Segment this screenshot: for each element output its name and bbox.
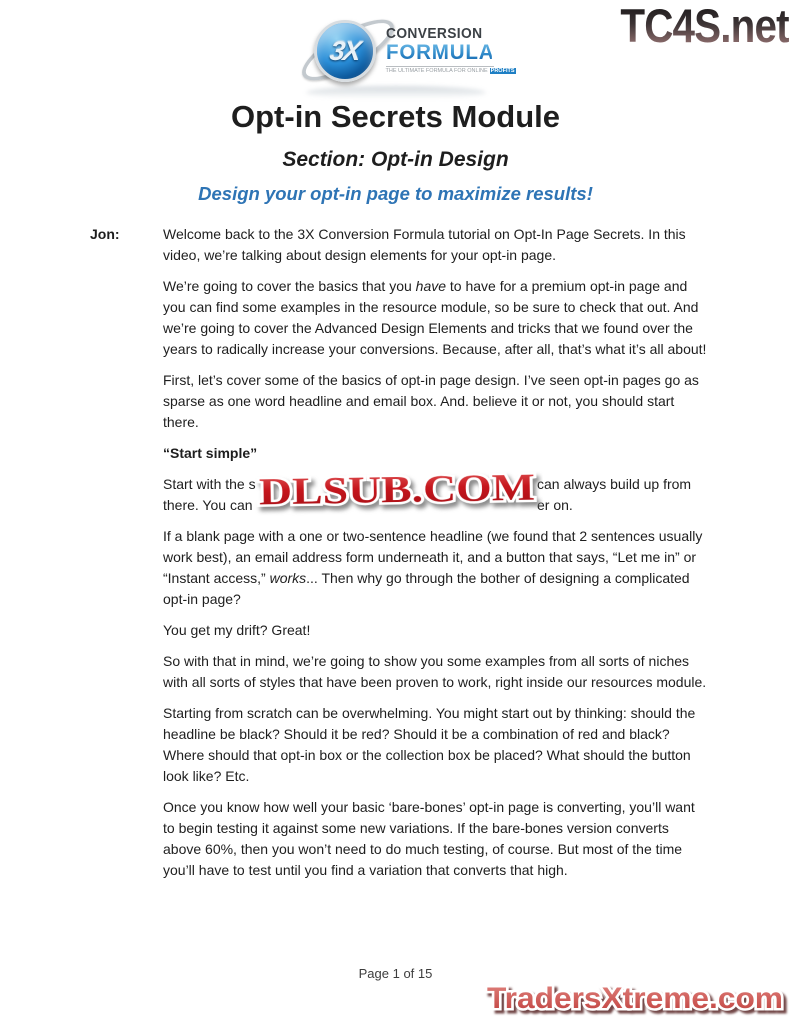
globe-sphere-icon bbox=[314, 20, 376, 82]
brand-logo bbox=[298, 8, 515, 100]
paragraph-text: First, let’s cover some of the basics of opt-in page design. I’ve seen opt-in pages go as sparse as one word headline and email box. And. believe it or not, you should start there. bbox=[163, 372, 699, 430]
tradersxtreme-watermark bbox=[481, 977, 789, 1024]
logo-tagline bbox=[385, 66, 515, 74]
tradersxtreme-watermark-text: TradersXtreme.com bbox=[487, 982, 783, 1015]
tradersxtreme-watermark-svg bbox=[481, 977, 789, 1021]
transcript-paragraph bbox=[90, 276, 708, 360]
speaker-label bbox=[90, 651, 163, 693]
speaker-label bbox=[90, 797, 163, 881]
section-subtitle: Section: Opt-in Design bbox=[282, 148, 509, 171]
speaker-label: Jon: bbox=[90, 226, 120, 242]
page-number: Page 1 of 15 bbox=[358, 966, 433, 981]
paragraph-text: “Start simple” bbox=[163, 445, 258, 461]
speaker-label bbox=[90, 443, 163, 464]
speaker-label bbox=[90, 526, 163, 610]
paragraph-text: You get my drift? Great! bbox=[163, 622, 311, 638]
speaker-label bbox=[90, 276, 163, 360]
speaker-label bbox=[90, 703, 163, 787]
transcript-paragraph bbox=[90, 651, 708, 693]
paragraph-text: If a blank page with a one or two-sentence headline (we found that 2 sentences usually work best), an email address form underneath it, and a button that says, “Let me in” or “Instant access,” works... Then why go through the bother of designing a complicated opt-in page? bbox=[163, 528, 703, 607]
dlsub-watermark-text: DLSUB.COM bbox=[258, 467, 489, 514]
logo-3x-mark: 3X bbox=[327, 35, 362, 66]
speaker-label bbox=[90, 474, 163, 516]
page-title: Opt-in Secrets Module bbox=[231, 99, 560, 134]
logo-wordmark bbox=[385, 26, 515, 74]
transcript-paragraph bbox=[90, 370, 708, 433]
logo-tagline-highlight: PROFITS bbox=[490, 68, 515, 74]
paragraph-text: Welcome back to the 3X Conversion Formula tutorial on Opt-In Page Secrets. In this video, we’re talking about design elements for your opt-in page. bbox=[163, 226, 686, 263]
transcript-paragraph bbox=[90, 467, 708, 516]
paragraph-text: Start with the s can always build up from there. You can er on. DLSUB.COM bbox=[163, 474, 708, 516]
logo-word-formula: FORMULA bbox=[385, 41, 494, 64]
paragraph-text: So with that in mind, we’re going to show you some examples from all sorts of niches with all sorts of styles that have been proven to work, right inside our resources module. bbox=[163, 653, 707, 690]
paragraph-text: Once you know how well your basic ‘bare-bones’ opt-in page is converting, you’ll want to begin testing it against some new variations. If the bare-bones version converts above 60%, then you won’t need to do much testing, of course. But most of the time you’ll have to test until you find a variation that converts that high. bbox=[163, 799, 695, 878]
tc4s-watermark: TC4S.net bbox=[620, 0, 789, 52]
logo-tagline-text: THE ULTIMATE FORMULA FOR ONLINE bbox=[385, 68, 488, 74]
transcript-paragraph bbox=[90, 703, 708, 787]
paragraph-text: Starting from scratch can be overwhelming. You might start out by thinking: should the headline be black? Should it be red? Should it be a combination of red and black? Where should that opt-in box or the collection box be placed? What should the button look like? Etc. bbox=[163, 705, 696, 784]
design-tagline: Design your opt-in page to maximize results! bbox=[198, 183, 593, 204]
logo-word-conversion: CONVERSION bbox=[385, 26, 482, 42]
speaker-label bbox=[90, 620, 163, 641]
transcript-paragraph bbox=[90, 224, 708, 266]
paragraph-text: We’re going to cover the basics that you have to have for a premium opt-in page and you can find some examples in the resource module, so be sure to check that out. And we’re going to cover the Advanced Design Elements and tricks that we found over the years to radically increase your conversions. Because, after all, that’s what it’s all about! bbox=[163, 278, 707, 357]
speaker-label bbox=[90, 370, 163, 433]
transcript-paragraph bbox=[90, 797, 708, 881]
transcript-paragraph bbox=[90, 443, 708, 464]
transcript-paragraph bbox=[90, 620, 708, 641]
dlsub-watermark-svg bbox=[251, 460, 544, 517]
transcript bbox=[90, 224, 708, 891]
dlsub-watermark bbox=[251, 460, 544, 523]
logo-reflection bbox=[306, 86, 486, 99]
transcript-paragraph bbox=[90, 526, 708, 610]
